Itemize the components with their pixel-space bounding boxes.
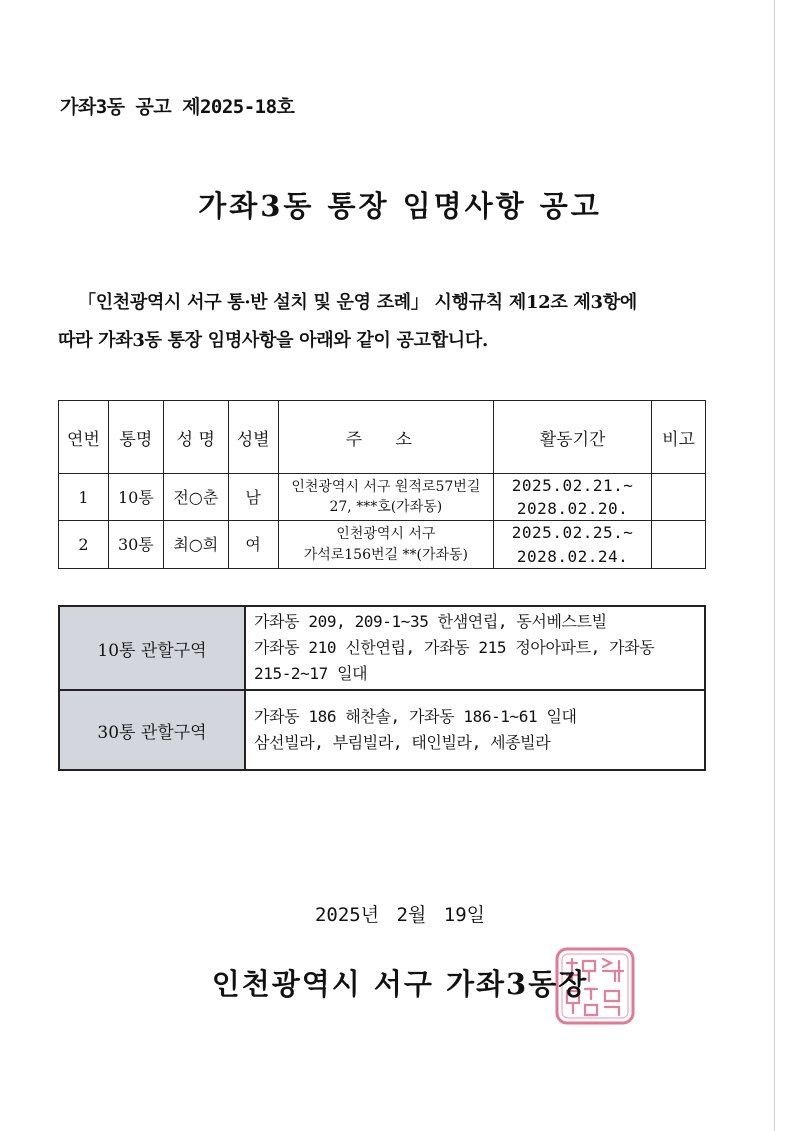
document-title: 가좌3동 통장 임명사항 공고 xyxy=(198,189,602,223)
address-line-2: 27, ***호(가좌동) xyxy=(329,499,443,516)
jurisdiction-row xyxy=(59,690,705,770)
jurisdiction-description xyxy=(245,606,705,690)
table-row xyxy=(59,474,706,521)
cell-address xyxy=(278,521,494,568)
cell-period xyxy=(494,474,652,521)
cell-name: 전○춘 xyxy=(163,474,228,521)
cell-address xyxy=(278,474,494,521)
header-no: 연번 xyxy=(59,401,109,474)
jurisdiction-line: 가좌동 186 해찬솔, 가좌동 186-1~61 일대 xyxy=(254,707,577,726)
header-address xyxy=(278,401,494,474)
appointment-table xyxy=(58,400,706,569)
period-end: 2028.02.24. xyxy=(516,546,629,566)
header-note: 비고 xyxy=(652,401,706,474)
cell-gender: 여 xyxy=(228,521,278,568)
cell-gender: 남 xyxy=(228,474,278,521)
cell-name: 최○희 xyxy=(163,521,228,568)
cell-note xyxy=(652,521,706,568)
period-start: 2025.02.25.~ xyxy=(511,523,634,543)
jurisdiction-line: 215-2~17 일대 xyxy=(254,664,368,683)
table-header-row xyxy=(59,401,706,474)
notice-number: 가좌3동 공고 제2025-18호 xyxy=(60,96,295,118)
header-tong: 통명 xyxy=(108,401,163,474)
cell-no: 2 xyxy=(59,521,109,568)
jurisdiction-line: 삼선빌라, 부림빌라, 태인빌라, 세종빌라 xyxy=(254,733,551,752)
jurisdiction-line: 가좌동 209, 209-1~35 한샘연립, 동서베스트빌 xyxy=(254,612,607,631)
cell-no: 1 xyxy=(59,474,109,521)
issuer-name: 인천광역시 서구 가좌3동장 xyxy=(211,967,589,1001)
address-line-2: 가석로156번길 **(가좌동) xyxy=(303,546,468,563)
header-name: 성 명 xyxy=(163,401,228,474)
address-line-1: 인천광역시 서구 원적로57번길 xyxy=(291,478,481,495)
cell-tong: 30통 xyxy=(108,521,163,568)
header-address-label: 주 소 xyxy=(345,429,426,450)
issue-date: 2025년 2월 19일 xyxy=(314,904,485,926)
cell-period xyxy=(494,521,652,568)
period-end: 2028.02.20. xyxy=(516,499,629,519)
jurisdiction-label: 30통 관할구역 xyxy=(59,690,245,770)
address-line-1: 인천광역시 서구 xyxy=(336,526,436,543)
jurisdiction-table xyxy=(58,605,706,771)
header-gender: 성별 xyxy=(228,401,278,474)
table-row xyxy=(59,521,706,568)
jurisdiction-row xyxy=(59,606,705,690)
header-period: 활동기간 xyxy=(494,401,652,474)
body-text-line-2: 따라 가좌3동 통장 임명사항을 아래와 같이 공고합니다. xyxy=(58,330,488,351)
jurisdiction-label: 10통 관할구역 xyxy=(59,606,245,690)
cell-note xyxy=(652,474,706,521)
jurisdiction-line: 가좌동 210 신한연립, 가좌동 215 정아아파트, 가좌동 xyxy=(254,638,655,657)
body-text-line-1: 「인천광역시 서구 통·반 설치 및 운영 조례」 시행규칙 제12조 제3항에 xyxy=(78,292,637,313)
period-start: 2025.02.21.~ xyxy=(511,476,634,495)
jurisdiction-description xyxy=(245,690,705,770)
cell-tong: 10통 xyxy=(108,474,163,521)
